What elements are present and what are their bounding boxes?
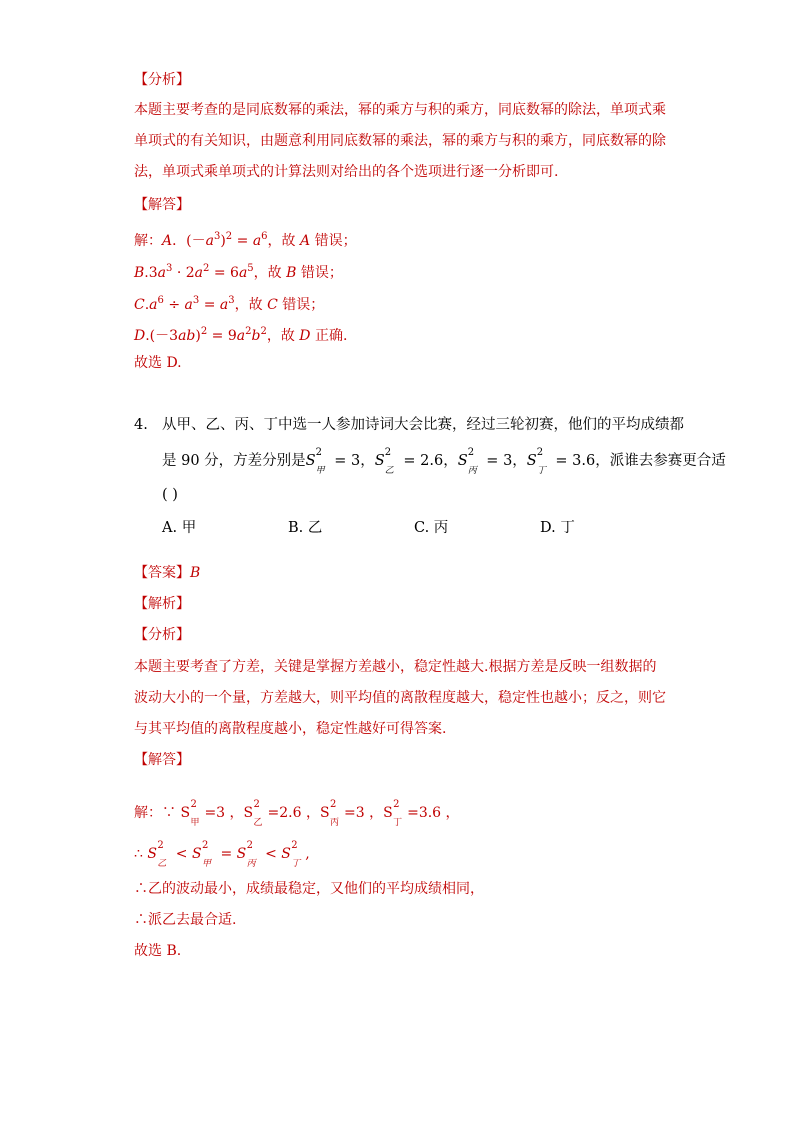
analysis-text-1-line-2: 单项式的有关知识，由题意利用同底数幂的乘法，幂的乘方与积的乘方，同底数幂的除	[134, 133, 666, 149]
question-4-answer-blank: ( )	[162, 487, 178, 503]
solution-1-line-d: $D.(-3ab)^2 = 9a^2b^2$，故 D 正确.	[134, 326, 348, 344]
solution-1-line-c: $C.a^6 \div a^3 = a^3$，故 C 错误；	[134, 295, 325, 313]
solution-1-conclusion: 故选 D.	[134, 355, 182, 371]
answer-heading-2: 【解答】	[134, 752, 190, 768]
analysis-text-1-line-3: 法，单项式乘单项式的计算法则对给出的各个选项进行逐一分析即可.	[134, 164, 559, 180]
solution-2-line-4: ∴派乙去最合适.	[134, 912, 237, 928]
solution-2-line-2: ∴ S 2 乙 < S 2 甲 = S 2 丙 < S 2 丁 ,	[134, 840, 310, 869]
key-line: 【答案】B	[134, 565, 201, 581]
answer-heading-1: 【解答】	[134, 197, 190, 213]
option-d[interactable]: D. 丁	[540, 520, 575, 536]
analysis-text-1-line-1: 本题主要考查的是同底数幂的乘法，幂的乘方与积的乘方，同底数幂的除法，单项式乘	[134, 102, 666, 118]
question-4-line-2: 是 90 分，方差分别是S 2 甲 = 3，S 2 乙 = 2.6，S 2 丙 = 3，S 2 丁 = 3.6，派谁去参赛更合适	[162, 447, 726, 476]
analysis-text-2-line-1: 本题主要考查了方差，关键是掌握方差越小，稳定性越大.根据方差是反映一组数据的	[134, 659, 657, 675]
question-4-line-1: 从甲、乙、丙、丁中选一人参加诗词大会比赛，经过三轮初赛，他们的平均成绩都	[162, 417, 684, 433]
analysis-heading-1: 【分析】	[134, 72, 190, 88]
question-4-number: 4.	[134, 417, 148, 433]
solution-2-line-1: 解：∵ S 2 甲 =3 ，S 2 乙 =2.6 ，S 2 丙 =3 ，S 2 丁 =3.6 ，	[134, 799, 460, 828]
solution-2-line-5: 故选 B.	[134, 943, 182, 959]
option-b[interactable]: B. 乙	[288, 520, 323, 536]
analysis-text-2-line-2: 波动大小的一个量，方差越大，则平均值的离散程度越大，稳定性也越小；反之，则它	[134, 690, 666, 706]
solution-2-line-3: ∴乙的波动最小，成绩最稳定，又他们的平均成绩相同，	[134, 881, 484, 897]
solution-1-line-b: $B.3a^3 \cdot 2a^2 = 6a^5$，故 B 错误；	[134, 263, 343, 281]
explain-heading: 【解析】	[134, 596, 190, 612]
analysis-heading-2: 【分析】	[134, 627, 190, 643]
option-c[interactable]: C. 丙	[414, 520, 449, 536]
analysis-text-2-line-3: 与其平均值的离散程度越小，稳定性越好可得答案.	[134, 721, 447, 737]
option-a[interactable]: A. 甲	[162, 520, 197, 536]
solution-1-line-a: 解：A．$(-a^3)^2 = a^6$，故 A 错误；	[134, 231, 357, 249]
